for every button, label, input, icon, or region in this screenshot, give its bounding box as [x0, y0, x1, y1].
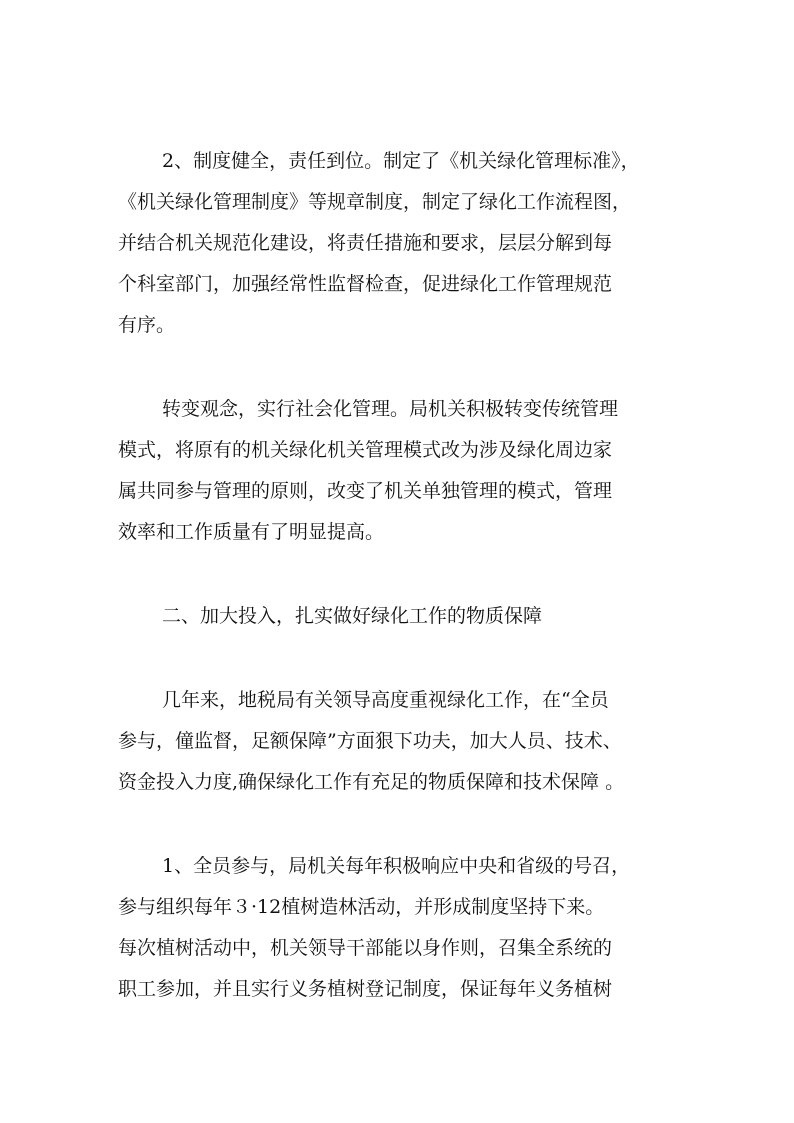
text-line: 有序。 [118, 314, 176, 336]
text-line: 2、制度健全，责任到位。制定了《机关绿化管理标准》， [162, 150, 640, 172]
text-line: 《机关绿化管理制度》等规章制度，制定了绿化工作流程图， [118, 191, 632, 213]
text-line: 每次植树活动中，机关领导干部能以身作则，召集全系统的 [118, 937, 613, 959]
text-line: 几年来，地税局有关领导高度重视绿化工作，在“全员 [162, 689, 609, 711]
text-line: 模式，将原有的机关绿化机关管理模式改为涉及绿化周边家 [118, 439, 613, 461]
text-line: 个科室部门，加强经常性监督检查，促进绿化工作管理规范 [118, 273, 613, 295]
text-line: 参与，僮监督，足额保障”方面狠下功夫，加大人员、技术、 [118, 730, 622, 752]
text-line: 资金投入力度,确保绿化工作有充足的物质保障和技术保障 。 [118, 771, 625, 793]
text-line: 属共同参与管理的原则，改变了机关单独管理的模式，管理 [118, 480, 613, 502]
text-line: 职工参加，并且实行义务植树登记制度，保证每年义务植树 [118, 978, 613, 1000]
text-line: 1、全员参与，局机关每年积极响应中央和省级的号召， [162, 855, 631, 877]
heading-text: 二、加大投入，扎实做好绿化工作的物质保障 [162, 605, 543, 627]
text-line: 转变观念，实行社会化管理。局机关积极转变传统管理 [162, 398, 619, 420]
text-line: 并结合机关规范化建设，将责任措施和要求，层层分解到每 [118, 232, 613, 254]
text-line: 参与组织每年３·12植树造林活动，并形成制度坚持下来。 [118, 896, 605, 918]
text-line: 效率和工作质量有了明显提高。 [118, 521, 385, 543]
